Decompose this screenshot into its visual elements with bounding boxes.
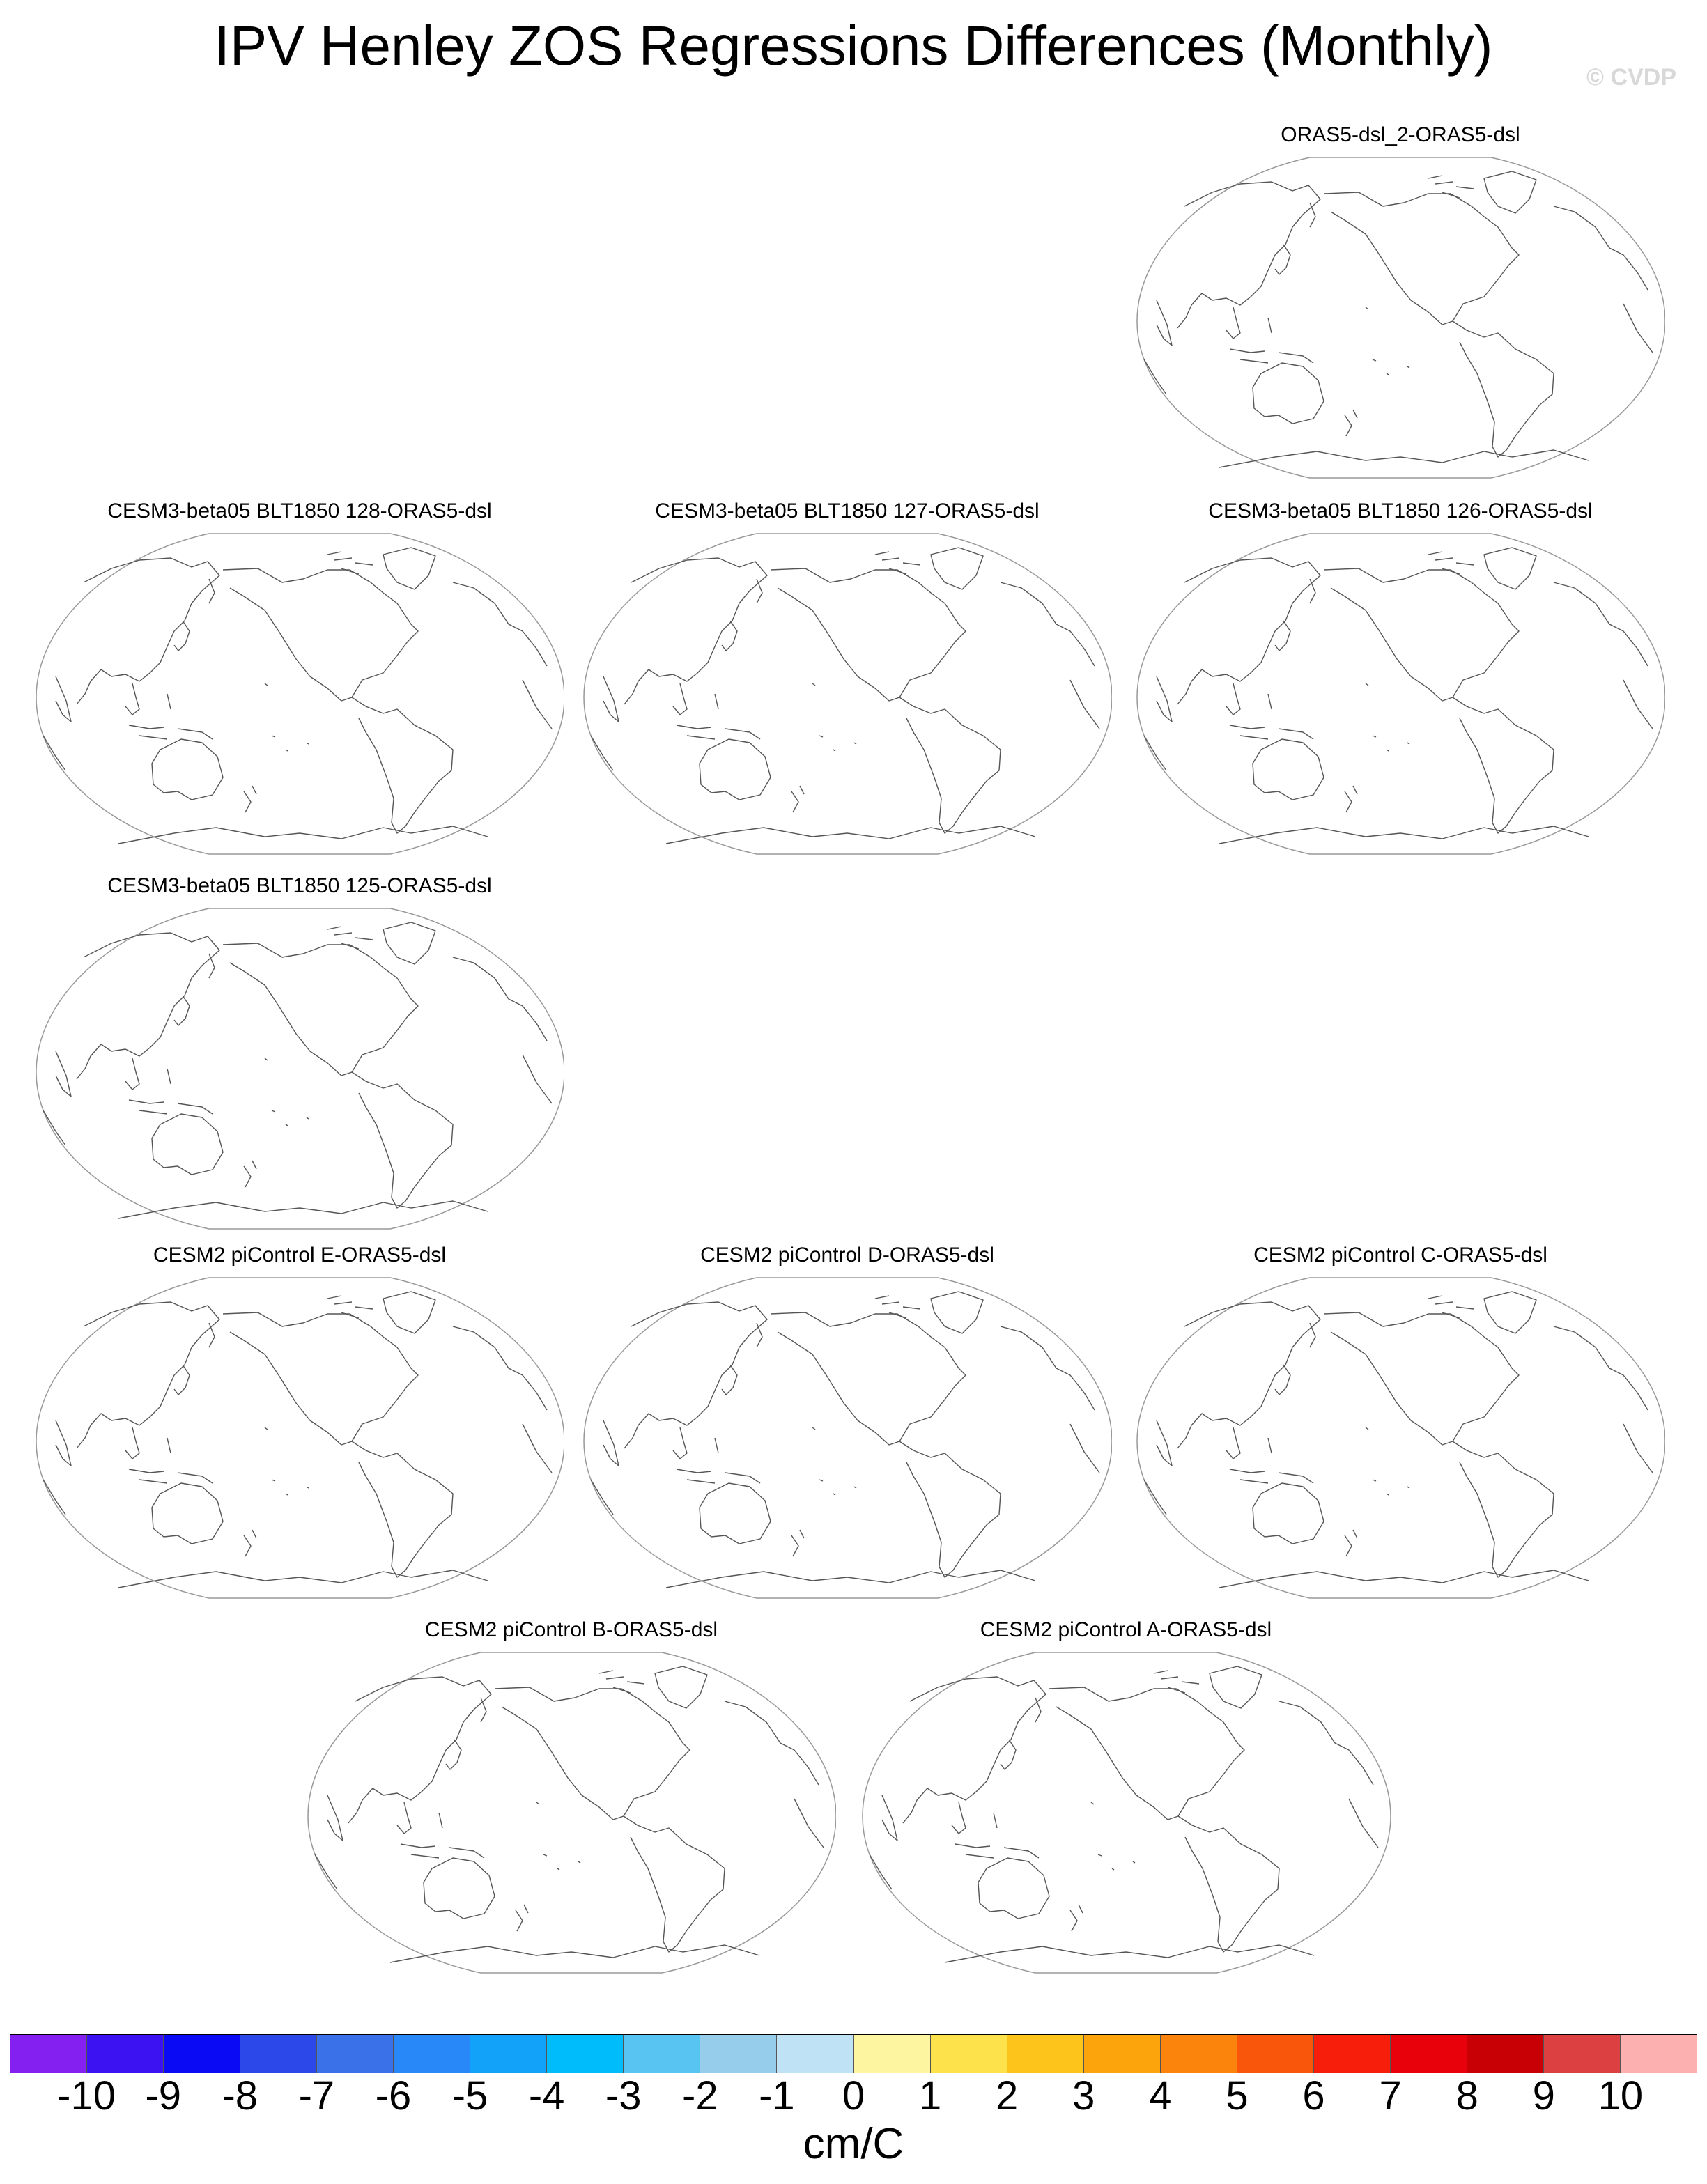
map-boundary bbox=[863, 1652, 1391, 1973]
greenland-coastline bbox=[655, 1666, 707, 1708]
africa-west-coastline bbox=[794, 1799, 824, 1848]
colorbar-tick-label: 6 bbox=[1302, 2073, 1325, 2119]
pacific-islands bbox=[812, 1427, 856, 1495]
africa-coastline bbox=[591, 736, 613, 770]
colorbar-tick-label: 4 bbox=[1149, 2073, 1172, 2119]
europe-coastline bbox=[1001, 582, 1095, 666]
map-panel bbox=[28, 499, 571, 861]
pacific-islands bbox=[265, 1058, 309, 1126]
europe-coastline bbox=[1554, 1326, 1648, 1410]
europe-coastline bbox=[453, 957, 547, 1041]
north-america-coastline bbox=[223, 568, 418, 701]
japan-coastline bbox=[722, 621, 737, 651]
map-panel bbox=[300, 1618, 843, 1980]
antarctica-coastline bbox=[118, 826, 488, 844]
colorbar-tick-label: -9 bbox=[145, 2073, 181, 2119]
africa-west-coastline bbox=[1070, 1424, 1099, 1473]
colorbar-tick-label: 7 bbox=[1379, 2073, 1402, 2119]
north-america-coastline bbox=[1324, 192, 1519, 325]
colorbar-tick-label: 10 bbox=[1598, 2073, 1644, 2119]
africa-west-coastline bbox=[1623, 1424, 1653, 1473]
north-america-coastline bbox=[495, 1687, 690, 1820]
map-boundary bbox=[584, 534, 1112, 854]
arctic-islands bbox=[1428, 176, 1474, 198]
se-asia-coastline bbox=[673, 1427, 687, 1459]
africa-coastline bbox=[43, 1110, 65, 1145]
colorbar-units: cm/C bbox=[803, 2120, 904, 2168]
arctic-islands bbox=[875, 552, 920, 574]
indonesia-islands bbox=[129, 1069, 213, 1114]
colorbar-tick-label: -6 bbox=[375, 2073, 412, 2119]
pacific-islands bbox=[812, 683, 856, 751]
colorbar-tick-label: 8 bbox=[1455, 2073, 1478, 2119]
south-america-coastline bbox=[352, 1441, 453, 1577]
africa-west-coastline bbox=[1623, 304, 1653, 353]
north-america-coastline bbox=[1049, 1687, 1244, 1820]
map-boundary bbox=[1137, 1278, 1665, 1598]
north-america-coastline bbox=[223, 1312, 418, 1445]
arctic-islands bbox=[1428, 552, 1474, 574]
europe-coastline bbox=[453, 582, 547, 666]
colorbar-box bbox=[1084, 2035, 1161, 2073]
greenland-coastline bbox=[1484, 548, 1536, 589]
india-coastline bbox=[1157, 1420, 1172, 1466]
pacific-islands bbox=[265, 1427, 309, 1495]
antarctica-coastline bbox=[666, 826, 1035, 844]
colorbar-tick-label: -8 bbox=[222, 2073, 258, 2119]
se-asia-coastline bbox=[1226, 683, 1240, 715]
japan-coastline bbox=[1275, 621, 1290, 651]
india-coastline bbox=[882, 1795, 897, 1841]
antarctica-coastline bbox=[1219, 1570, 1589, 1588]
colorbar-box bbox=[1007, 2035, 1084, 2073]
arctic-islands bbox=[327, 552, 373, 574]
north-america-coastline bbox=[771, 568, 966, 701]
map-boundary bbox=[1137, 157, 1665, 478]
map-boundary bbox=[308, 1652, 836, 1973]
japan-coastline bbox=[174, 996, 190, 1025]
africa-coastline bbox=[591, 1480, 613, 1515]
map-panel bbox=[1129, 499, 1672, 861]
south-america-coastline bbox=[899, 1441, 1001, 1577]
japan-coastline bbox=[1275, 245, 1290, 274]
japan-coastline bbox=[1001, 1740, 1016, 1769]
panel-title: CESM2 piControl D-ORAS5-dsl bbox=[700, 1244, 994, 1267]
arctic-islands bbox=[875, 1296, 920, 1318]
colorbar-tick-label: 5 bbox=[1226, 2073, 1249, 2119]
australia-coastline bbox=[700, 739, 771, 800]
colorbar-box bbox=[164, 2035, 240, 2073]
greenland-coastline bbox=[931, 1292, 983, 1333]
map-boundary bbox=[1137, 534, 1665, 854]
japan-coastline bbox=[446, 1740, 461, 1769]
new-zealand-coastline bbox=[244, 1161, 256, 1187]
south-america-coastline bbox=[1453, 321, 1554, 457]
colorbar-box bbox=[1161, 2035, 1237, 2073]
asia-coastline bbox=[1177, 1302, 1320, 1448]
antarctica-coastline bbox=[945, 1945, 1314, 1962]
indonesia-islands bbox=[955, 1813, 1039, 1858]
colorbar-box bbox=[700, 2035, 777, 2073]
north-america-coastline bbox=[1324, 568, 1519, 701]
africa-coastline bbox=[1144, 359, 1166, 394]
south-america-coastline bbox=[352, 697, 453, 833]
pacific-islands bbox=[265, 683, 309, 751]
colorbar-tick-label: 0 bbox=[842, 2073, 865, 2119]
indonesia-islands bbox=[1230, 694, 1313, 739]
africa-west-coastline bbox=[523, 680, 552, 729]
indonesia-islands bbox=[677, 1438, 760, 1483]
panel-title: CESM3-beta05 BLT1850 125-ORAS5-dsl bbox=[107, 874, 492, 897]
asia-coastline bbox=[624, 1302, 767, 1448]
india-coastline bbox=[1157, 676, 1172, 722]
australia-coastline bbox=[978, 1858, 1049, 1919]
new-zealand-coastline bbox=[1345, 1530, 1357, 1556]
map-boundary bbox=[36, 908, 564, 1229]
panel-title: ORAS5-dsl_2-ORAS5-dsl bbox=[1281, 123, 1520, 146]
africa-coastline bbox=[1144, 1480, 1166, 1515]
asia-coastline bbox=[903, 1677, 1046, 1823]
colorbar-box bbox=[1237, 2035, 1314, 2073]
pacific-islands bbox=[1366, 1427, 1409, 1495]
map-boundary bbox=[36, 1278, 564, 1598]
map-panel bbox=[1129, 123, 1672, 485]
map-panel bbox=[28, 1243, 571, 1605]
africa-coastline bbox=[870, 1854, 892, 1889]
se-asia-coastline bbox=[673, 683, 687, 715]
asia-coastline bbox=[348, 1677, 491, 1823]
europe-coastline bbox=[1554, 582, 1648, 666]
map-panel bbox=[576, 1243, 1119, 1605]
colorbar-box bbox=[624, 2035, 700, 2073]
asia-coastline bbox=[624, 558, 767, 704]
indonesia-islands bbox=[1230, 318, 1313, 363]
greenland-coastline bbox=[383, 1292, 435, 1333]
colorbar-box bbox=[10, 2035, 87, 2073]
indonesia-islands bbox=[401, 1813, 484, 1858]
colorbar-tick-label: -7 bbox=[298, 2073, 335, 2119]
north-america-coastline bbox=[223, 943, 418, 1076]
colorbar-box bbox=[547, 2035, 624, 2073]
figure-title: IPV Henley ZOS Regressions Differences (Monthly) bbox=[214, 15, 1493, 77]
map-boundary bbox=[36, 534, 564, 854]
map-panel bbox=[854, 1618, 1398, 1980]
pacific-islands bbox=[1091, 1802, 1135, 1870]
australia-coastline bbox=[700, 1483, 771, 1544]
antarctica-coastline bbox=[666, 1570, 1035, 1588]
south-america-coastline bbox=[624, 1816, 725, 1952]
panel-title: CESM3-beta05 BLT1850 127-ORAS5-dsl bbox=[655, 499, 1040, 522]
panel-title: CESM3-beta05 BLT1850 128-ORAS5-dsl bbox=[107, 499, 492, 522]
south-america-coastline bbox=[1453, 697, 1554, 833]
australia-coastline bbox=[1253, 363, 1324, 424]
australia-coastline bbox=[1253, 1483, 1324, 1544]
greenland-coastline bbox=[383, 922, 435, 964]
antarctica-coastline bbox=[390, 1945, 759, 1962]
asia-coastline bbox=[1177, 182, 1320, 328]
australia-coastline bbox=[1253, 739, 1324, 800]
japan-coastline bbox=[174, 1365, 190, 1395]
colorbar-box bbox=[1544, 2035, 1621, 2073]
new-zealand-coastline bbox=[791, 786, 804, 812]
asia-coastline bbox=[1177, 558, 1320, 704]
australia-coastline bbox=[152, 739, 223, 800]
africa-coastline bbox=[43, 1480, 65, 1515]
colorbar-box bbox=[317, 2035, 394, 2073]
colorbar-tick-label: 9 bbox=[1532, 2073, 1555, 2119]
europe-coastline bbox=[1001, 1326, 1095, 1410]
antarctica-coastline bbox=[1219, 826, 1589, 844]
africa-west-coastline bbox=[523, 1424, 552, 1473]
map-panel bbox=[576, 499, 1119, 861]
india-coastline bbox=[56, 676, 71, 722]
australia-coastline bbox=[424, 1858, 495, 1919]
india-coastline bbox=[603, 1420, 619, 1466]
new-zealand-coastline bbox=[791, 1530, 804, 1556]
colorbar-box bbox=[854, 2035, 931, 2073]
north-america-coastline bbox=[1324, 1312, 1519, 1445]
colorbar-box bbox=[470, 2035, 547, 2073]
pacific-islands bbox=[1366, 307, 1409, 375]
colorbar-tick-label: 3 bbox=[1072, 2073, 1095, 2119]
new-zealand-coastline bbox=[1345, 786, 1357, 812]
japan-coastline bbox=[1275, 1365, 1290, 1395]
colorbar-tick-label: 2 bbox=[996, 2073, 1019, 2119]
new-zealand-coastline bbox=[1345, 410, 1357, 436]
south-america-coastline bbox=[352, 1072, 453, 1208]
new-zealand-coastline bbox=[244, 786, 256, 812]
colorbar-box bbox=[1621, 2035, 1697, 2073]
colorbar-tick-label: 1 bbox=[918, 2073, 942, 2119]
panel-title: CESM2 piControl B-ORAS5-dsl bbox=[424, 1618, 718, 1641]
se-asia-coastline bbox=[1226, 1427, 1240, 1459]
panel-title: CESM2 piControl E-ORAS5-dsl bbox=[153, 1244, 447, 1267]
colorbar-box bbox=[1314, 2035, 1391, 2073]
colorbar-box bbox=[1391, 2035, 1467, 2073]
se-asia-coastline bbox=[125, 1058, 139, 1090]
australia-coastline bbox=[152, 1483, 223, 1544]
panel-title: CESM2 piControl A-ORAS5-dsl bbox=[980, 1618, 1272, 1641]
south-america-coastline bbox=[1453, 1441, 1554, 1577]
indonesia-islands bbox=[677, 694, 760, 739]
africa-west-coastline bbox=[1070, 680, 1099, 729]
arctic-islands bbox=[1154, 1671, 1199, 1693]
india-coastline bbox=[56, 1420, 71, 1466]
africa-west-coastline bbox=[1349, 1799, 1378, 1848]
india-coastline bbox=[56, 1051, 71, 1097]
north-america-coastline bbox=[771, 1312, 966, 1445]
antarctica-coastline bbox=[118, 1570, 488, 1588]
indonesia-islands bbox=[129, 1438, 213, 1483]
india-coastline bbox=[327, 1795, 343, 1841]
se-asia-coastline bbox=[952, 1802, 966, 1834]
greenland-coastline bbox=[1210, 1666, 1262, 1708]
europe-coastline bbox=[453, 1326, 547, 1410]
colorbar-box bbox=[394, 2035, 470, 2073]
africa-coastline bbox=[1144, 736, 1166, 770]
indonesia-islands bbox=[1230, 1438, 1313, 1483]
pacific-islands bbox=[1366, 683, 1409, 751]
colorbar-tick-label: -4 bbox=[528, 2073, 565, 2119]
india-coastline bbox=[603, 676, 619, 722]
panel-title: CESM2 piControl C-ORAS5-dsl bbox=[1253, 1244, 1547, 1267]
colorbar-box bbox=[240, 2035, 317, 2073]
arctic-islands bbox=[1428, 1296, 1474, 1318]
south-america-coastline bbox=[1178, 1816, 1279, 1952]
africa-coastline bbox=[315, 1854, 337, 1889]
arctic-islands bbox=[327, 1296, 373, 1318]
colorbar-box bbox=[87, 2035, 164, 2073]
colorbar-tick-label: -2 bbox=[682, 2073, 718, 2119]
panel-title: CESM3-beta05 BLT1850 126-ORAS5-dsl bbox=[1208, 499, 1593, 522]
arctic-islands bbox=[327, 927, 373, 949]
africa-west-coastline bbox=[1623, 680, 1653, 729]
new-zealand-coastline bbox=[244, 1530, 256, 1556]
colorbar-tick-label: -1 bbox=[759, 2073, 795, 2119]
map-panel bbox=[28, 874, 571, 1236]
colorbar-box bbox=[1467, 2035, 1544, 2073]
africa-west-coastline bbox=[523, 1055, 552, 1103]
colorbar-tick-label: -10 bbox=[57, 2073, 116, 2119]
greenland-coastline bbox=[1484, 1292, 1536, 1333]
cvdp-watermark: © CVDP bbox=[1586, 64, 1676, 91]
greenland-coastline bbox=[931, 548, 983, 589]
europe-coastline bbox=[1554, 206, 1648, 290]
asia-coastline bbox=[77, 1302, 219, 1448]
colorbar bbox=[10, 2034, 1697, 2073]
colorbar-tick-label: -3 bbox=[605, 2073, 642, 2119]
antarctica-coastline bbox=[1219, 450, 1589, 467]
pacific-islands bbox=[536, 1802, 580, 1870]
colorbar-box bbox=[931, 2035, 1007, 2073]
map-panel bbox=[1129, 1243, 1672, 1605]
greenland-coastline bbox=[1484, 171, 1536, 213]
map-boundary bbox=[584, 1278, 1112, 1598]
antarctica-coastline bbox=[118, 1201, 488, 1218]
asia-coastline bbox=[77, 558, 219, 704]
greenland-coastline bbox=[383, 548, 435, 589]
se-asia-coastline bbox=[125, 1427, 139, 1459]
australia-coastline bbox=[152, 1114, 223, 1175]
colorbar-box bbox=[777, 2035, 854, 2073]
europe-coastline bbox=[725, 1701, 819, 1785]
africa-coastline bbox=[43, 736, 65, 770]
arctic-islands bbox=[599, 1671, 644, 1693]
asia-coastline bbox=[77, 933, 219, 1079]
indonesia-islands bbox=[129, 694, 213, 739]
se-asia-coastline bbox=[397, 1802, 411, 1834]
japan-coastline bbox=[174, 621, 190, 651]
south-america-coastline bbox=[899, 697, 1001, 833]
new-zealand-coastline bbox=[1070, 1905, 1083, 1931]
new-zealand-coastline bbox=[516, 1905, 528, 1931]
colorbar-tick-label: -5 bbox=[451, 2073, 488, 2119]
se-asia-coastline bbox=[125, 683, 139, 715]
europe-coastline bbox=[1279, 1701, 1373, 1785]
india-coastline bbox=[1157, 300, 1172, 346]
se-asia-coastline bbox=[1226, 307, 1240, 339]
japan-coastline bbox=[722, 1365, 737, 1395]
